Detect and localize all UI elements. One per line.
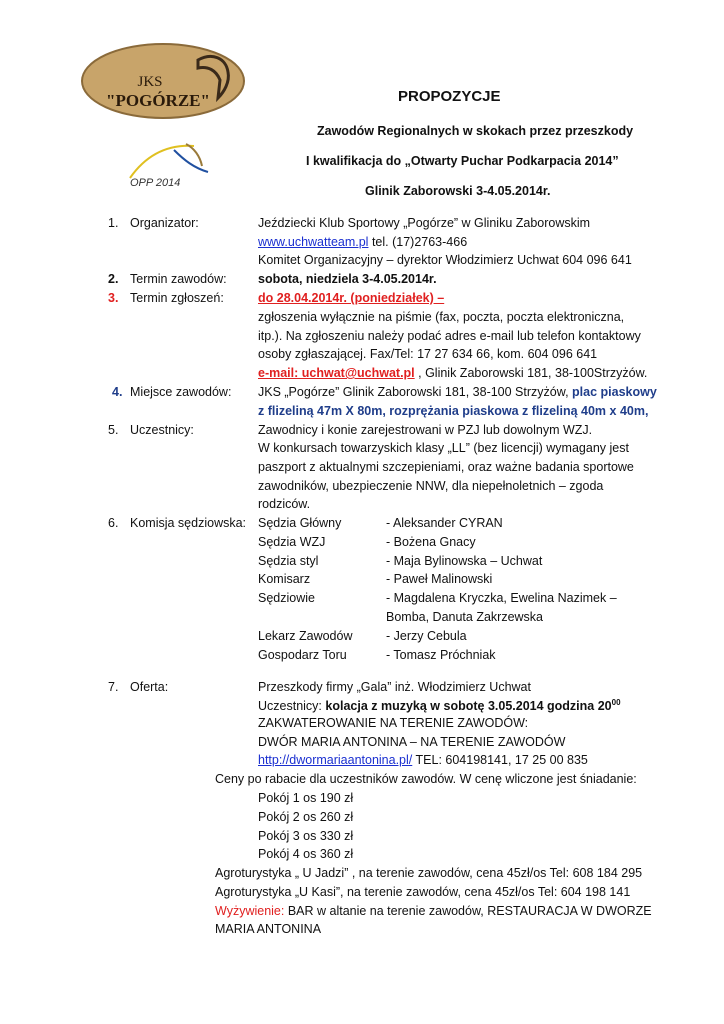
judge-name: - Jerzy Cebula bbox=[386, 629, 467, 643]
s1-line-1: Jeździecki Klub Sportowy „Pogórze” w Gliniku Zaborowskim bbox=[258, 216, 591, 230]
subtitle-line-1: Zawodów Regionalnych w skokach przez przeszkody bbox=[317, 124, 634, 138]
s7-participants-label: Uczestnicy: bbox=[258, 699, 326, 714]
s4-label: Miejsce zawodów: bbox=[130, 385, 232, 399]
s1-line-3: Komitet Organizacyjny – dyrektor Włodzimierz Uchwat 604 096 641 bbox=[258, 253, 632, 267]
judge-name: - Bożena Gnacy bbox=[386, 535, 476, 549]
s4-address: JKS „Pogórze” Glinik Zaborowski 181, 38-100 Strzyżów, bbox=[258, 385, 573, 399]
manor-website-link[interactable]: http://dwormariaantonina.pl/ bbox=[258, 753, 413, 767]
subtitle-line-2: I kwalifikacja do „Otwarty Puchar Podkarpacia 2014” bbox=[306, 154, 619, 168]
s1-tel: tel. (17)2763-466 bbox=[368, 235, 468, 249]
s7-manor-tel: TEL: 604198141, 17 25 00 835 bbox=[412, 753, 588, 767]
club-logo bbox=[80, 42, 246, 120]
judge-role: Sędzia styl bbox=[258, 554, 319, 568]
organizer-website-link[interactable]: www.uchwatteam.pl bbox=[258, 235, 369, 249]
s4-line-2: z flizeliną 47m X 80m, rozprężania piaskowa z flizeliną 40m x 40m, bbox=[258, 404, 649, 418]
judge-name: - Maja Bylinowska – Uchwat bbox=[386, 554, 543, 568]
food-line-2: MARIA ANTONINA bbox=[215, 922, 322, 936]
s4-line-1 bbox=[258, 385, 657, 399]
s2-label: Termin zawodów: bbox=[130, 272, 227, 286]
s3-deadline: do 28.04.2014r. (poniedziałek) – bbox=[258, 291, 445, 305]
s6-label: Komisja sędziowska: bbox=[130, 516, 247, 530]
s7-dinner-minutes: 00 bbox=[611, 698, 621, 707]
logo-name: "POGÓRZE" bbox=[106, 91, 210, 110]
s5-num: 5. bbox=[108, 423, 119, 437]
s3-line-3: itp.). Na zgłoszeniu należy podać adres e-mail lub telefon kontaktowy bbox=[258, 329, 641, 343]
s7-line-1: Przeszkody firmy „Gala” inż. Włodzimierz Uchwat bbox=[258, 680, 531, 694]
s1-line-2 bbox=[258, 235, 467, 249]
s5-line-2: W konkursach towarzyskich klasy „LL” (bez licencji) wymagany jest bbox=[258, 441, 629, 455]
judge-name: - Magdalena Kryczka, Ewelina Nazimek – bbox=[386, 591, 617, 605]
opp-logo-text: OPP 2014 bbox=[130, 177, 181, 189]
s7-label: Oferta: bbox=[130, 680, 169, 694]
s5-line-5: rodziców. bbox=[258, 497, 311, 511]
judge-name: Bomba, Danuta Zakrzewska bbox=[386, 610, 544, 624]
s1-num: 1. bbox=[108, 216, 119, 230]
food-label: Wyżywienie: bbox=[215, 904, 288, 918]
s4-num: 4. bbox=[112, 385, 123, 399]
s5-label: Uczestnicy: bbox=[130, 423, 194, 437]
judge-name: - Aleksander CYRAN bbox=[386, 516, 503, 530]
s2-value: sobota, niedziela 3-4.05.2014r. bbox=[258, 272, 437, 286]
room-price: Pokój 1 os 190 zł bbox=[258, 791, 354, 805]
s5-line-3: paszport z aktualnymi szczepieniami, oraz ważne badania sportowe bbox=[258, 460, 634, 474]
room-price: Pokój 2 os 260 zł bbox=[258, 810, 354, 824]
page-title: PROPOZYCJE bbox=[398, 88, 501, 105]
judge-role: Sędziowie bbox=[258, 591, 315, 605]
s3-num: 3. bbox=[108, 291, 119, 305]
s5-line-4: zawodników, ubezpieczenie NNW, dla niepełnoletnich – zgoda bbox=[258, 479, 604, 493]
agro-2: Agroturystyka „U Kasi”, na terenie zawodów, cena 45zł/os Tel: 604 198 141 bbox=[215, 885, 631, 899]
food-line bbox=[215, 904, 652, 918]
s3-line-4: osoby zgłaszającej. Fax/Tel: 17 27 634 66, kom. 604 096 641 bbox=[258, 347, 598, 361]
judge-role: Lekarz Zawodów bbox=[258, 629, 353, 643]
s6-num: 6. bbox=[108, 516, 119, 530]
judge-role: Komisarz bbox=[258, 572, 311, 586]
subtitle-line-3: Glinik Zaborowski 3-4.05.2014r. bbox=[365, 184, 551, 198]
opp-logo bbox=[124, 138, 214, 190]
s3-address: , Glinik Zaborowski 181, 38-100Strzyżów. bbox=[414, 366, 648, 380]
s7-line-3: ZAKWATEROWANIE NA TERENIE ZAWODÓW: bbox=[258, 716, 529, 730]
room-price: Pokój 4 os 360 zł bbox=[258, 847, 354, 861]
s7-num: 7. bbox=[108, 680, 119, 694]
judge-name: - Tomasz Próchniak bbox=[386, 648, 496, 662]
s5-line-1: Zawodnicy i konie zarejestrowani w PZJ lub dowolnym WZJ. bbox=[258, 423, 593, 437]
s3-line-2: zgłoszenia wyłącznie na piśmie (fax, poczta, poczta elektroniczna, bbox=[258, 310, 625, 324]
s2-num: 2. bbox=[108, 272, 119, 286]
s7-line-4: DWÓR MARIA ANTONINA – NA TERENIE ZAWODÓW bbox=[258, 735, 566, 749]
s3-label: Termin zgłoszeń: bbox=[130, 291, 224, 305]
agro-1: Agroturystyka „ U Jadzi” , na terenie zawodów, cena 45zł/os Tel: 608 184 295 bbox=[215, 866, 643, 880]
email-link[interactable]: e-mail: uchwat@uchwat.pl bbox=[258, 366, 415, 380]
judge-role: Gospodarz Toru bbox=[258, 648, 347, 662]
prices-intro: Ceny po rabacie dla uczestników zawodów. W cenę wliczone jest śniadanie: bbox=[215, 772, 637, 786]
judge-role: Sędzia WZJ bbox=[258, 535, 326, 549]
food-text: BAR w altanie na terenie zawodów, RESTAURACJA W DWORZE bbox=[287, 904, 652, 918]
s3-line-5 bbox=[258, 366, 647, 380]
s4-arena: plac piaskowy bbox=[572, 385, 657, 399]
s7-line-2 bbox=[258, 698, 621, 713]
judge-name: - Paweł Malinowski bbox=[386, 572, 493, 586]
s7-line-5 bbox=[258, 753, 588, 767]
judge-role: Sędzia Główny bbox=[258, 516, 342, 530]
s7-dinner: kolacja z muzyką w sobotę 3.05.2014 godzina 20 bbox=[325, 699, 612, 714]
logo-letters: JKS bbox=[137, 74, 163, 90]
s1-label: Organizator: bbox=[130, 216, 199, 230]
room-price: Pokój 3 os 330 zł bbox=[258, 829, 354, 843]
